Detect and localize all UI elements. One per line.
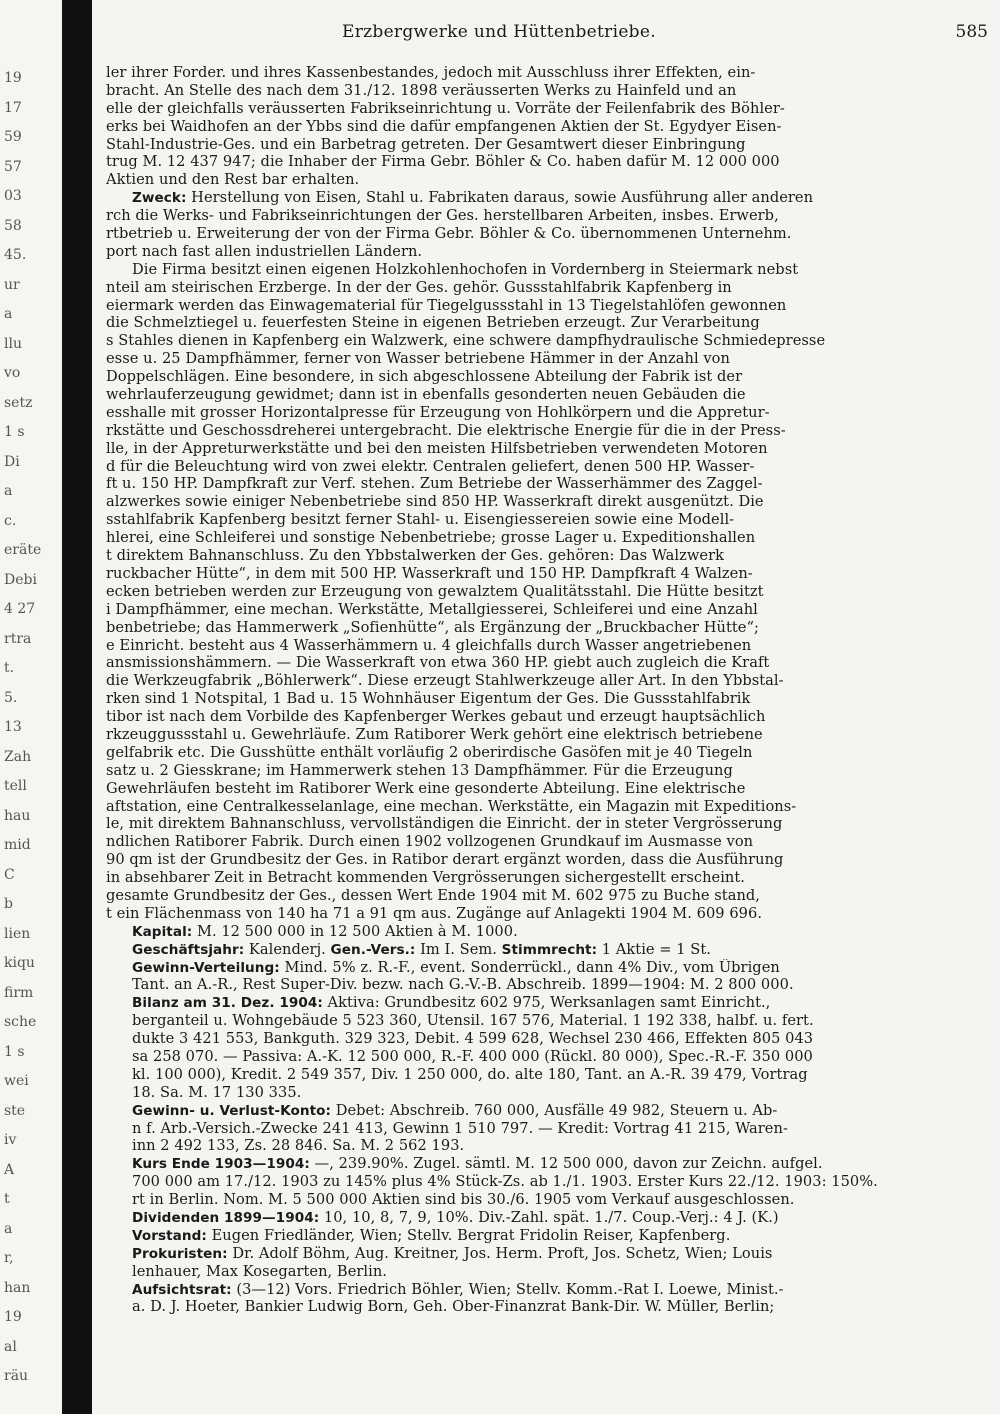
text-line [106,601,992,619]
adjacent-page-text: a [4,483,13,499]
line-text: lle, in der Appreturwerkstätte und bei den meisten Hilfsbetrieben verwendeten Motoren [106,439,768,457]
line-text: hlerei, eine Schleiferei und sonstige Nebenbetriebe; grosse Lager u. Expeditionshallen [106,529,756,547]
adjacent-page-text: 4 27 [4,601,36,617]
text-line [106,798,992,816]
adjacent-page-text: vo [4,365,21,381]
text-line [106,207,992,225]
line-text: Tant. an A.-R., Rest Super-Div. bezw. nach G.-V.-B. Abschreib. 1899—1904: M. 2 800 000. [132,976,794,994]
text-line [106,136,992,154]
text-line [106,386,992,404]
line-text: s Stahles dienen in Kapfenberg ein Walzwerk, eine schwere dampfhydraulische Schmiedepresse [106,332,826,350]
adjacent-page-text: rtra [4,630,32,647]
line-text: wehrlauferzeugung gewidmet; dann ist in ebenfalls gesonderten neuen Gebäuden die [106,386,746,404]
section-heading: Gewinn- u. Verlust-Konto: [132,1102,332,1119]
line-text: die Schmelztiegel u. feuerfesten Steine in eigenen Betrieben erzeugt. Zur Verarbeitung [106,314,760,332]
line-text: Doppelschlägen. Eine besondere, in sich abgeschlossene Abteilung der Fabrik ist der [106,368,743,386]
text-line [106,1227,992,1245]
text-line [106,171,992,189]
line-text: 10, 10, 8, 7, 9, 10%. Div.-Zahl. spät. 1./7. Coup.-Verj.: 4 J. (K.) [319,1209,779,1226]
line-text: sstahlfabrik Kapfenberg besitzt ferner Stahl- u. Eisengiessereien sowie eine Modell- [106,511,735,529]
text-line [106,493,992,511]
adjacent-page-text: 5. [4,689,18,706]
line-text: Die Firma besitzt einen eigenen Holzkohlenhochofen in Vordernberg in Steiermark nebst [132,260,799,278]
line-text: dukte 3 421 553, Bankguth. 329 323, Debit. 4 599 628, Wechsel 230 466, Effekten 805 043 [132,1030,814,1048]
adjacent-page-text: t. [4,660,15,676]
line-text: ansmissionshämmern. — Die Wasserkraft von etwa 360 HP. giebt auch zugleich die Kraft [106,654,770,672]
line-text: 90 qm ist der Grundbesitz der Ges. in Ratibor derart ergänzt worden, dass die Ausführung [106,851,784,869]
page [92,0,1000,1414]
adjacent-page-text: räu [4,1368,29,1384]
line-text: port nach fast allen industriellen Ländern. [106,242,423,260]
adjacent-page-text: b [4,896,13,912]
adjacent-page-text: kiqu [4,955,35,971]
adjacent-page-text: A [4,1161,15,1178]
body-text [106,64,992,1316]
adjacent-page-text: iv [4,1132,17,1148]
line-text: alzwerkes sowie einiger Nebenbetriebe sind 850 HP. Wasserkraft direkt ausgenützt. Die [106,493,764,511]
line-text: Aktiva: Grundbesitz 602 975, Werksanlagen samt Einricht., [322,994,771,1012]
adjacent-page-text: a [4,306,13,322]
line-text: rch die Werks- und Fabrikseinrichtungen der Ges. herstellbaren Arbeiten, insbes. Erwerb, [106,207,779,225]
text-line [106,1191,992,1209]
adjacent-page-text: c. [4,512,17,529]
line-text: kl. 100 000), Kredit. 2 549 357, Div. 1 250 000, do. alte 180, Tant. an A.-R. 39 479, Vortrag [132,1065,808,1083]
line-text: ndlichen Ratiborer Fabrik. Durch einen 1902 vollzogenen Grundkauf im Ausmasse von [106,833,754,851]
line-text: gelfabrik etc. Die Gusshütte enthält vorläufig 2 oberirdische Gasöfen mit je 40 Tiegeln [106,743,753,761]
text-line [106,297,992,315]
line-text: rtbetrieb u. Erweiterung der von der Firma Gebr. Böhler & Co. übernommenen Unternehm. [106,225,792,243]
text-line [106,225,992,243]
section-heading: Gen.-Vers.: [330,941,416,958]
line-text: Herstellung von Eisen, Stahl u. Fabrikaten daraus, sowie Ausführung aller anderen [186,189,814,207]
line-text: a. D. J. Hoeter, Bankier Ludwig Born, Geh. Ober-Finanzrat Bank-Dir. W. Müller, Berlin; [132,1298,775,1316]
adjacent-page-text: 1 s [4,1043,25,1060]
section-heading: Stimmrecht: [501,941,598,958]
adjacent-page-text: firm [4,984,34,1001]
text-line [106,762,992,780]
section-heading: Gewinn-Verteilung: [132,959,280,976]
line-text: Aktien und den Rest bar erhalten. [106,171,360,189]
adjacent-page-text: wei [4,1073,29,1089]
line-text: die Werkzeugfabrik „Böhlerwerk“. Diese erzeugt Stahlwerkzeuge aller Art. In den Ybbstal- [106,672,784,690]
section-heading: Vorstand: [132,1227,207,1244]
line-text: t ein Flächenmass von 140 ha 71 a 91 qm aus. Zugänge auf Anlagekti 1904 M. 609 696. [106,904,763,922]
adjacent-page-text: eräte [4,542,42,558]
text-line [106,1012,992,1030]
text-line [106,1281,992,1299]
adjacent-page-text: a [4,1220,13,1237]
text-line [106,189,992,207]
adjacent-page-fragment [0,0,60,1414]
line-text: esshalle mit grosser Horizontalpresse für Erzeugung von Hohlkörpern und die Appretur- [106,403,770,421]
line-text: Eugen Friedländer, Wien; Stellv. Bergrat Fridolin Reiser, Kapfenberg. [206,1226,731,1244]
line-text: le, mit direktem Bahnanschluss, vervollständigen die Einricht. der in steter Vergrösserung [106,815,783,833]
page-header [92,22,1000,48]
line-text: ft u. 150 HP. Dampfkraft zur Verf. stehen. Zum Betriebe der Wasserhämmer des Zaggel- [106,475,763,493]
text-line [106,458,992,476]
line-text: 1 Aktie = 1 St. [597,940,711,958]
text-line [106,1120,992,1138]
text-line [106,690,992,708]
text-line [106,475,992,493]
line-text: ler ihrer Forder. und ihres Kassenbestandes, jedoch mit Ausschluss ihrer Effekten, ein- [106,64,756,81]
line-text: rt in Berlin. Nom. M. 5 500 000 Aktien sind bis 30./6. 1905 vom Verkauf ausgeschlossen. [132,1191,795,1209]
running-title: Erzbergwerke und Hüttenbetriebe. [342,22,656,42]
line-text: inn 2 492 133, Zs. 28 846. Sa. M. 2 562 193. [132,1137,465,1155]
adjacent-page-text: Di [4,453,20,470]
adjacent-page-text: 13 [4,719,22,735]
text-line [106,547,992,565]
adjacent-page-text: 59 [4,129,22,145]
text-line [106,82,992,100]
text-line [106,637,992,655]
line-text: rkstätte und Geschossdreherei untergebracht. Die elektrische Energie für die in der Press- [106,421,786,439]
section-heading: Kapital: [132,923,193,940]
line-text: Stahl-Industrie-Ges. und ein Barbetrag getreten. Der Gesamtwert dieser Einbringung [106,135,746,153]
text-line [106,64,992,82]
adjacent-page-text: ste [4,1102,26,1119]
book-gutter [62,0,92,1414]
text-line [106,332,992,350]
line-text: ruckbacher Hütte“, in dem mit 500 HP. Wasserkraft und 150 HP. Dampfkraft 4 Walzen- [106,564,753,582]
text-line [106,350,992,368]
text-line [106,583,992,601]
text-line [106,529,992,547]
text-line [106,440,992,458]
line-text: Debet: Abschreib. 760 000, Ausfälle 49 982, Steuern u. Ab- [331,1101,778,1119]
adjacent-page-text: Debi [4,571,37,588]
text-line [106,314,992,332]
adjacent-page-text: 19 [4,70,22,86]
text-line [106,1209,992,1227]
text-line [106,726,992,744]
text-line [106,153,992,171]
line-text: erks bei Waidhofen an der Ybbs sind die dafür empfangenen Aktien der St. Egydyer Eisen- [106,117,782,135]
text-line [106,565,992,583]
line-text: eiermark werden das Einwagematerial für Tiegelgussstahl in 13 Tiegelstahlöfen gewonnen [106,296,787,314]
line-text: rkzeuggussstahl u. Gewehrläufe. Zum Ratiborer Werk gehört eine elektrisch betriebene [106,725,763,743]
text-line [106,1084,992,1102]
text-line [106,815,992,833]
text-line [106,833,992,851]
text-line [106,1066,992,1084]
adjacent-page-text: 17 [4,99,22,116]
line-text: d für die Beleuchtung wird von zwei elektr. Centralen geliefert, denen 500 HP. Wasser- [106,457,755,475]
text-line [106,1245,992,1263]
page-number: 585 [955,22,988,42]
text-line [106,243,992,261]
text-line [106,923,992,941]
line-text: benbetriebe; das Hammerwerk „Sofienhütte“, als Ergänzung der „Bruckbacher Hütte“; [106,618,759,636]
line-text: t direktem Bahnanschluss. Zu den Ybbstalwerken der Ges. gehören: Das Walzwerk [106,547,725,565]
line-text: trug M. 12 437 947; die Inhaber der Firma Gebr. Böhler & Co. haben dafür M. 12 000 000 [106,153,780,171]
adjacent-page-text: 58 [4,217,22,234]
adjacent-page-text: 03 [4,188,22,204]
line-text: (3—12) Vors. Friedrich Böhler, Wien; Stellv. Komm.-Rat I. Loewe, Minist.- [231,1280,784,1298]
text-line [106,744,992,762]
line-text: in absehbarer Zeit in Betracht kommenden Vergrösserungen sichergestellt erscheint. [106,869,745,887]
text-line [106,869,992,887]
adjacent-page-text: r, [4,1250,14,1266]
text-line [106,887,992,905]
adjacent-page-text: lien [4,925,31,942]
line-text: Kalenderj. [244,940,331,958]
text-line [106,118,992,136]
line-text: 18. Sa. M. 17 130 335. [132,1083,302,1101]
adjacent-page-text: sche [4,1014,37,1030]
text-line [106,1263,992,1281]
section-heading: Bilanz am 31. Dez. 1904: [132,995,323,1012]
text-line [106,1048,992,1066]
line-text: —, 239.90%. Zugel. sämtl. M. 12 500 000, davon zur Zeichn. aufgel. [309,1155,823,1173]
adjacent-page-text: 1 s [4,424,25,440]
text-line [106,851,992,869]
line-text: aftstation, eine Centralkesselanlage, eine mechan. Werkstätte, ein Magazin mit Expeditions- [106,797,797,815]
text-line [106,1137,992,1155]
text-line [106,261,992,279]
text-line [106,994,992,1012]
text-line [106,959,992,977]
line-text: e Einricht. besteht aus 4 Wasserhämmern u. 4 gleichfalls durch Wasser angetriebenen [106,636,752,654]
line-text: elle der gleichfalls veräusserten Fabrikseinrichtung u. Vorräte der Feilenfabrik des Böhler- [106,99,785,117]
adjacent-page-text: llu [4,335,22,352]
line-text: satz u. 2 Giesskrane; im Hammerwerk stehen 13 Dampfhämmer. Für die Erzeugung [106,761,733,779]
adjacent-page-text: han [4,1279,31,1296]
line-text: Gewehrläufen besteht im Ratiborer Werk eine gesonderte Abteilung. Eine elektrische [106,779,746,797]
line-text: bracht. An Stelle des nach dem 31./12. 1898 veräusserten Werks zu Hainfeld und an [106,81,737,99]
section-heading: Aufsichtsrat: [132,1281,232,1298]
text-line [106,654,992,672]
adjacent-page-text: 45. [4,247,27,263]
line-text: sa 258 070. — Passiva: A.-K. 12 500 000, R.-F. 400 000 (Rückl. 80 000), Spec.-R.-F. 350 000 [132,1047,813,1065]
line-text: lenhauer, Max Kosegarten, Berlin. [132,1262,387,1280]
adjacent-page-text: mid [4,837,31,853]
text-line [106,672,992,690]
line-text: Im I. Sem. [415,940,502,958]
line-text: n f. Arb.-Versich.-Zwecke 241 413, Gewinn 1 510 797. — Kredit: Vortrag 41 215, Waren- [132,1119,788,1137]
section-heading: Prokuristen: [132,1245,228,1262]
text-line [106,619,992,637]
text-line [106,1173,992,1191]
text-line [106,1298,992,1316]
section-heading: Zweck: [132,190,187,207]
text-line [106,511,992,529]
line-text: 700 000 am 17./12. 1903 zu 145% plus 4% Stück-Zs. ab 1./1. 1903. Erster Kurs 22./12. 1903: 150%. [132,1173,878,1191]
text-line [106,1030,992,1048]
adjacent-page-text: 19 [4,1309,22,1325]
adjacent-page-text: 57 [4,158,22,175]
line-text: ecken betrieben werden zur Erzeugung von gewalztem Qualitätsstahl. Die Hütte besitzt [106,582,764,600]
line-text: esse u. 25 Dampfhämmer, ferner von Wasser betriebene Hämmer in der Anzahl von [106,350,730,368]
line-text: Mind. 5% z. R.-F., event. Sonderrückl., dann 4% Div., vom Übrigen [279,958,780,976]
text-line [106,279,992,297]
section-heading: Kurs Ende 1903—1904: [132,1156,310,1173]
text-line [106,422,992,440]
adjacent-page-text: t [4,1191,10,1207]
adjacent-page-text: hau [4,807,31,824]
adjacent-page-text: setz [4,394,33,411]
line-text: M. 12 500 000 in 12 500 Aktien à M. 1000. [192,922,518,940]
text-line [106,368,992,386]
text-line [106,100,992,118]
text-line [106,404,992,422]
line-text: tibor ist nach dem Vorbilde des Kapfenberger Werkes gebaut und erzeugt hauptsächlich [106,708,766,726]
line-text: gesamte Grundbesitz der Ges., dessen Wert Ende 1904 mit M. 602 975 zu Buche stand, [106,886,760,904]
text-line [106,941,992,959]
section-heading: Dividenden 1899—1904: [132,1210,320,1226]
line-text: rken sind 1 Notspital, 1 Bad u. 15 Wohnhäuser Eigentum der Ges. Die Gussstahlfabrik [106,690,751,708]
line-text: i Dampfhämmer, eine mechan. Werkstätte, Metallgiesserei, Schleiferei und eine Anzahl [106,600,758,618]
section-heading: Geschäftsjahr: [132,941,245,958]
adjacent-page-text: C [4,866,15,883]
line-text: nteil am steirischen Erzberge. In der der Ges. gehör. Gussstahlfabrik Kapfenberg in [106,278,732,296]
text-line [106,1102,992,1120]
text-line [106,708,992,726]
text-line [106,976,992,994]
line-text: Dr. Adolf Böhm, Aug. Kreitner, Jos. Herm. Proft, Jos. Schetz, Wien; Louis [227,1244,773,1262]
text-line [106,1155,992,1173]
adjacent-page-text: al [4,1338,17,1355]
line-text: berganteil u. Wohngebäude 5 523 360, Utensil. 167 576, Material. 1 192 338, halbf. u. fert. [132,1012,814,1030]
text-line [106,780,992,798]
text-line [106,905,992,923]
adjacent-page-text: ur [4,276,20,293]
adjacent-page-text: tell [4,778,27,794]
adjacent-page-text: Zah [4,748,32,765]
